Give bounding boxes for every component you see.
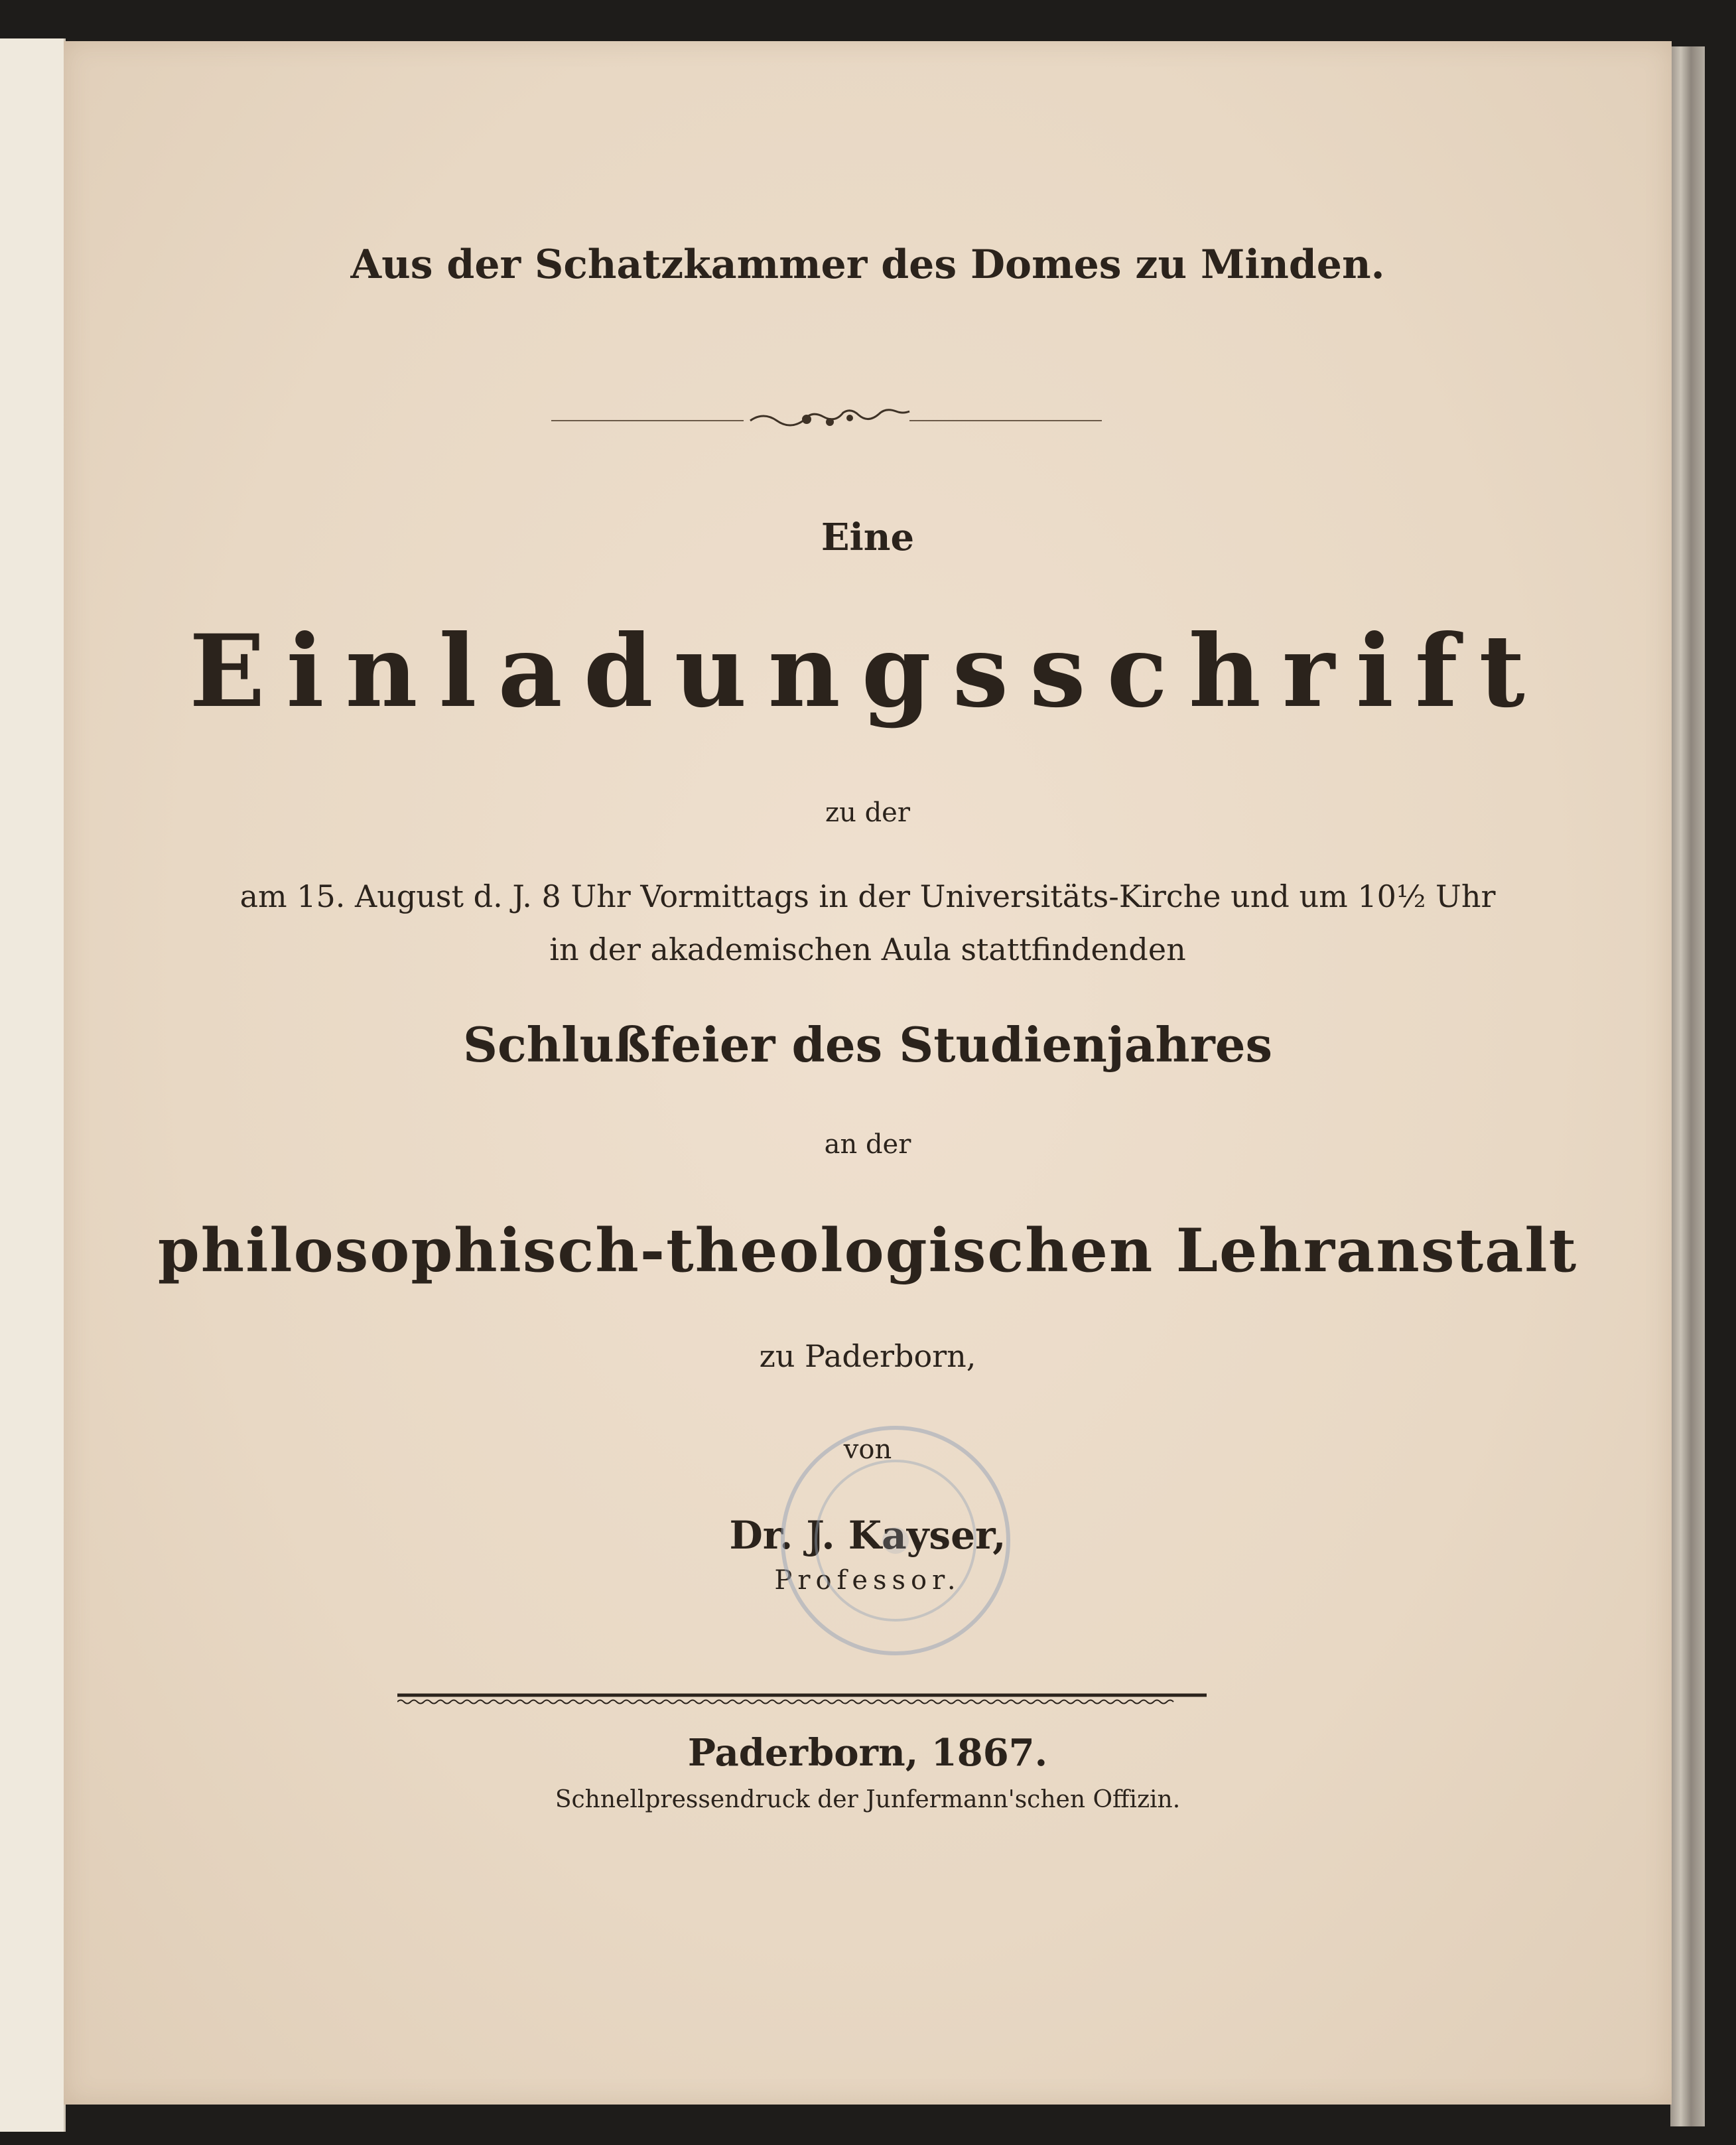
- institution-title: philosophisch-theologischen Lehranstalt: [157, 1215, 1578, 1286]
- previous-page-edge: [0, 38, 66, 2132]
- heading: Aus der Schatzkammer des Domes zu Minden.: [350, 242, 1385, 288]
- event-title: Schlußfeier des Studienjahres: [462, 1016, 1273, 1073]
- zu-der-label: zu der: [825, 797, 910, 828]
- library-stamp: [766, 1411, 1025, 1670]
- double-rule-divider: [397, 1693, 1207, 1706]
- an-der-label: an der: [824, 1129, 911, 1160]
- main-title: Einladungsschrift: [189, 613, 1546, 730]
- author-name: Dr. J. Kayser,: [729, 1513, 1006, 1558]
- page-edge-right: [1670, 46, 1705, 2126]
- location-line: zu Paderborn,: [759, 1338, 976, 1374]
- occasion-line-1: am 15. August d. J. 8 Uhr Vormittags in der Universitäts-Kirche und um 10½ Uhr: [239, 878, 1496, 914]
- imprint-place-year: Paderborn, 1867.: [687, 1731, 1048, 1775]
- title-page: [64, 41, 1672, 2105]
- eine-label: Eine: [821, 516, 915, 559]
- printer-line: Schnellpressendruck der Junfermann'schen Offizin.: [555, 1786, 1181, 1813]
- author-title: Professor.: [774, 1565, 961, 1596]
- von-label: von: [843, 1434, 892, 1465]
- ornament-divider: [551, 407, 1102, 434]
- occasion-line-2: in der akademischen Aula stattfindenden: [549, 932, 1186, 967]
